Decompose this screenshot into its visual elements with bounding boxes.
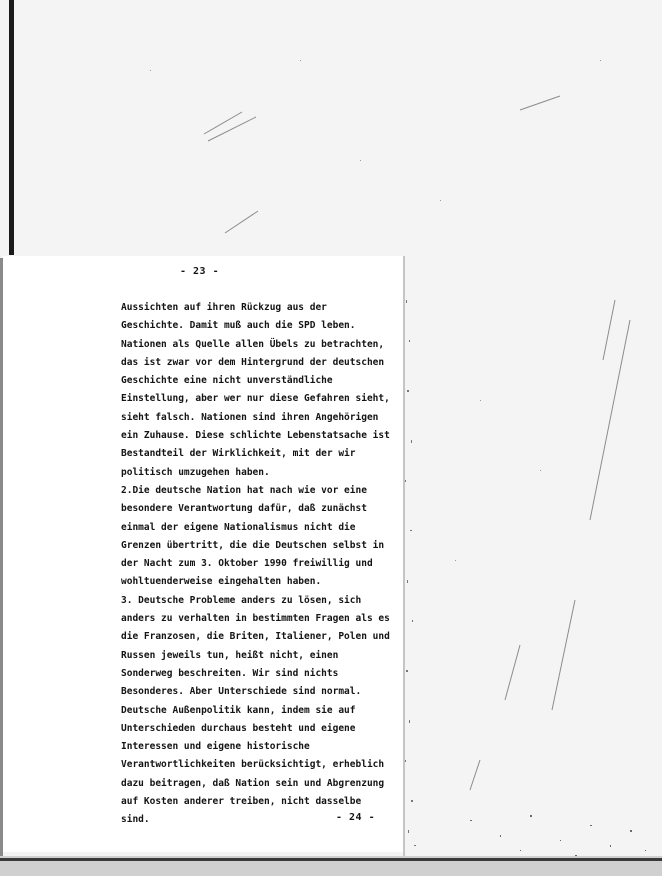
text-line: sind. xyxy=(121,814,150,826)
text-line: 2.Die deutsche Nation hat nach wie vor eine xyxy=(121,484,367,496)
text-line: der Nacht zum 3. Oktober 1990 freiwillig und xyxy=(121,558,373,570)
text-line: Geschichte eine nicht unverständliche xyxy=(121,375,333,387)
text-line: Verantwortlichkeiten berücksichtigt, erheblich xyxy=(121,759,385,771)
text-line: politisch umzugehen haben. xyxy=(121,466,270,478)
text-line: Interessen und eigene historische xyxy=(121,741,310,753)
text-line: Nationen als Quelle allen Übels zu betrachten, xyxy=(121,338,385,350)
text-line: Unterschieden durchaus besteht und eigene xyxy=(121,722,356,734)
text-line: Besonderes. Aber Unterschiede sind normal. xyxy=(121,686,362,698)
page-number-top: - 23 - xyxy=(180,266,220,277)
text-line: wohltuenderweise eingehalten haben. xyxy=(121,576,322,588)
text-line: Sonderweg beschreiten. Wir sind nichts xyxy=(121,667,339,679)
text-line: Grenzen übertritt, die die Deutschen selbst in xyxy=(121,539,385,551)
text-line: Deutsche Außenpolitik kann, indem sie auf xyxy=(121,704,356,716)
scan-edge-left-top xyxy=(9,0,14,255)
text-line: sieht falsch. Nationen sind ihren Angehörigen xyxy=(121,411,379,423)
text-line: die Franzosen, die Briten, Italiener, Polen und xyxy=(121,631,390,643)
text-line: besondere Verantwortung dafür, daß zunächst xyxy=(121,503,367,515)
text-line: Einstellung, aber wer nur diese Gefahren sieht, xyxy=(121,393,390,405)
text-line: auf Kosten anderer treiben, nicht dasselbe xyxy=(121,796,362,808)
text-line: Aussichten auf ihren Rückzug aus der xyxy=(121,302,327,313)
text-line: Geschichte. Damit muß auch die SPD leben. xyxy=(121,320,356,332)
text-line: Russen jeweils tun, heißt nicht, einen xyxy=(121,649,339,661)
page-number-bottom: - 24 - xyxy=(336,812,376,823)
scan-edge-left-bottom xyxy=(0,258,3,858)
text-line: anders zu verhalten in bestimmten Fragen als es xyxy=(121,613,390,625)
body-text xyxy=(121,299,390,830)
text-line: Bestandteil der Wirklichkeit, mit der wir xyxy=(121,448,356,460)
text-line: 3. Deutsche Probleme anders zu lösen, sich xyxy=(121,594,362,606)
text-line: ein Zuhause. Diese schlichte Lebenstatsache ist xyxy=(121,430,390,442)
scan-edge-bottom-line xyxy=(0,858,662,861)
text-line: das ist zwar vor dem Hintergrund der deutschen xyxy=(121,356,385,368)
text-line: dazu beitragen, daß Nation sein und Abgrenzung xyxy=(121,777,385,789)
text-line: einmal der eigene Nationalismus nicht die xyxy=(121,521,356,533)
